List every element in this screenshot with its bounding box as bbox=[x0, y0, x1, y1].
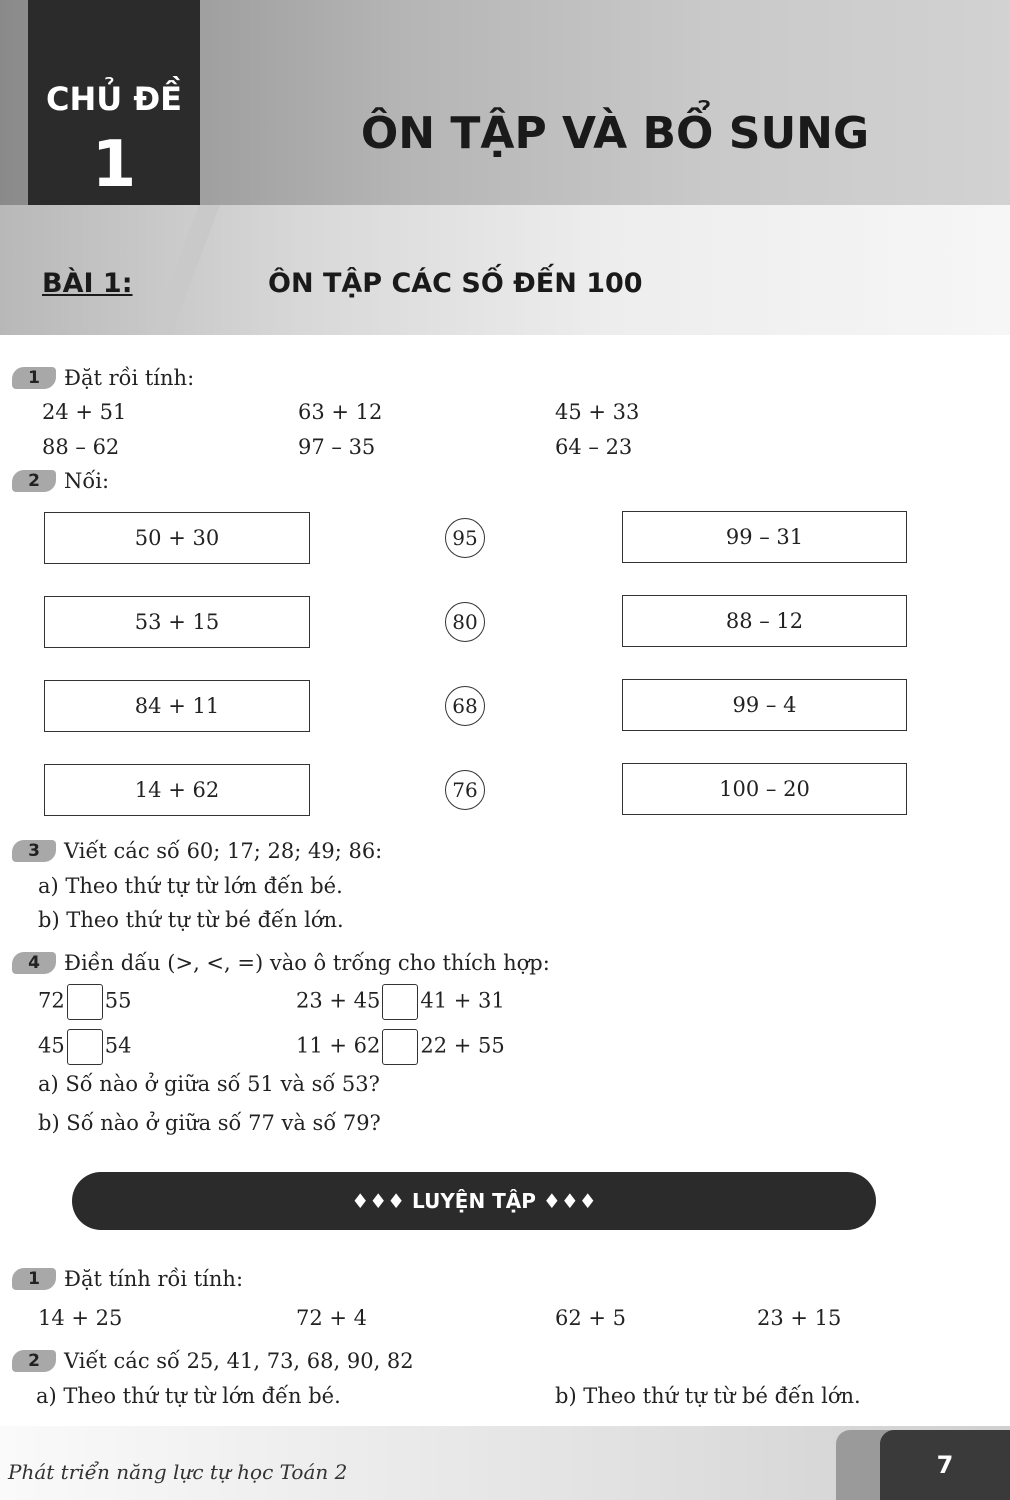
match-middle-circle[interactable]: 95 bbox=[445, 518, 485, 558]
expression: 62 + 5 bbox=[555, 1306, 627, 1330]
practice-exercise-1-heading bbox=[12, 1267, 243, 1291]
lesson-label: BÀI 1: bbox=[42, 268, 133, 299]
exercise-3-prompt: Viết các số 60; 17; 28; 49; 86: bbox=[64, 839, 383, 863]
exercise-2-heading bbox=[12, 469, 109, 493]
exercise-1-prompt: Đặt rồi tính: bbox=[64, 366, 195, 390]
expression: 72 + 4 bbox=[296, 1306, 368, 1330]
exercise-4-heading bbox=[12, 951, 550, 975]
expression: 24 + 51 bbox=[42, 400, 127, 424]
match-right-box[interactable]: 88 – 12 bbox=[622, 595, 907, 647]
match-left-box[interactable]: 14 + 62 bbox=[44, 764, 310, 816]
match-right-box[interactable]: 99 – 4 bbox=[622, 679, 907, 731]
match-left-box[interactable]: 50 + 30 bbox=[44, 512, 310, 564]
practice-exercise-1-prompt: Đặt tính rồi tính: bbox=[64, 1267, 244, 1291]
match-middle-circle[interactable]: 76 bbox=[445, 770, 485, 810]
comparison-answer-box[interactable] bbox=[382, 984, 418, 1020]
match-left-box[interactable]: 84 + 11 bbox=[44, 680, 310, 732]
book-title: Phát triển năng lực tự học Toán 2 bbox=[8, 1460, 348, 1484]
topic-number: 1 bbox=[91, 128, 137, 202]
exercise-4-part-b: b) Số nào ở giữa số 77 và số 79? bbox=[38, 1111, 381, 1135]
exercise-number-badge: 2 bbox=[12, 470, 56, 492]
comparison-right-value: 54 bbox=[104, 1033, 132, 1058]
page-number: 7 bbox=[880, 1430, 1010, 1500]
exercise-number-badge: 2 bbox=[12, 1350, 56, 1372]
match-right-box[interactable]: 100 – 20 bbox=[622, 763, 907, 815]
exercise-number-badge: 3 bbox=[12, 840, 56, 862]
expression: 23 + 15 bbox=[757, 1306, 842, 1330]
exercise-3-heading bbox=[12, 839, 382, 863]
expression: 88 – 62 bbox=[42, 435, 120, 459]
lesson-title: ÔN TẬP CÁC SỐ ĐẾN 100 bbox=[268, 268, 643, 299]
comparison-row bbox=[296, 984, 505, 1020]
comparison-left-value: 45 bbox=[38, 1033, 65, 1058]
comparison-right-value: 41 + 31 bbox=[420, 988, 505, 1013]
expression: 14 + 25 bbox=[38, 1306, 123, 1330]
comparison-left-value: 72 bbox=[38, 988, 65, 1013]
comparison-left-value: 23 + 45 bbox=[296, 988, 381, 1013]
expression: 45 + 33 bbox=[555, 400, 640, 424]
comparison-answer-box[interactable] bbox=[382, 1029, 418, 1065]
expression: 63 + 12 bbox=[298, 400, 383, 424]
expression: 64 – 23 bbox=[555, 435, 633, 459]
exercise-4-prompt: Điền dấu (>, <, =) vào ô trống cho thích hợp: bbox=[64, 951, 550, 975]
exercise-number-badge: 1 bbox=[12, 1268, 56, 1290]
comparison-left-value: 11 + 62 bbox=[296, 1033, 381, 1058]
exercise-4-part-a: a) Số nào ở giữa số 51 và số 53? bbox=[38, 1072, 380, 1096]
exercise-2-prompt: Nối: bbox=[64, 469, 110, 493]
match-middle-circle[interactable]: 80 bbox=[445, 602, 485, 642]
practice-exercise-2-heading bbox=[12, 1349, 414, 1373]
practice-exercise-2-part-b: b) Theo thứ tự từ bé đến lớn. bbox=[555, 1384, 861, 1408]
comparison-row bbox=[38, 1029, 131, 1065]
exercise-1-heading bbox=[12, 366, 194, 390]
exercise-3-part-b: b) Theo thứ tự từ bé đến lớn. bbox=[38, 908, 344, 932]
practice-exercise-2-prompt: Viết các số 25, 41, 73, 68, 90, 82 bbox=[64, 1349, 414, 1373]
match-left-box[interactable]: 53 + 15 bbox=[44, 596, 310, 648]
topic-label: CHỦ ĐỀ bbox=[45, 80, 183, 118]
expression: 97 – 35 bbox=[298, 435, 376, 459]
exercise-number-badge: 1 bbox=[12, 367, 56, 389]
match-middle-circle[interactable]: 68 bbox=[445, 686, 485, 726]
exercise-3-part-a: a) Theo thứ tự từ lớn đến bé. bbox=[38, 874, 343, 898]
comparison-right-value: 22 + 55 bbox=[420, 1033, 505, 1058]
comparison-answer-box[interactable] bbox=[67, 1029, 103, 1065]
comparison-right-value: 55 bbox=[104, 988, 132, 1013]
comparison-answer-box[interactable] bbox=[67, 984, 103, 1020]
match-right-box[interactable]: 99 – 31 bbox=[622, 511, 907, 563]
chapter-title: ÔN TẬP VÀ BỔ SUNG bbox=[360, 108, 870, 159]
comparison-row bbox=[38, 984, 131, 1020]
practice-exercise-2-part-a: a) Theo thứ tự từ lớn đến bé. bbox=[36, 1384, 341, 1408]
comparison-row bbox=[296, 1029, 505, 1065]
practice-banner: ♦♦♦ LUYỆN TẬP ♦♦♦ bbox=[72, 1172, 876, 1230]
exercise-number-badge: 4 bbox=[12, 952, 56, 974]
